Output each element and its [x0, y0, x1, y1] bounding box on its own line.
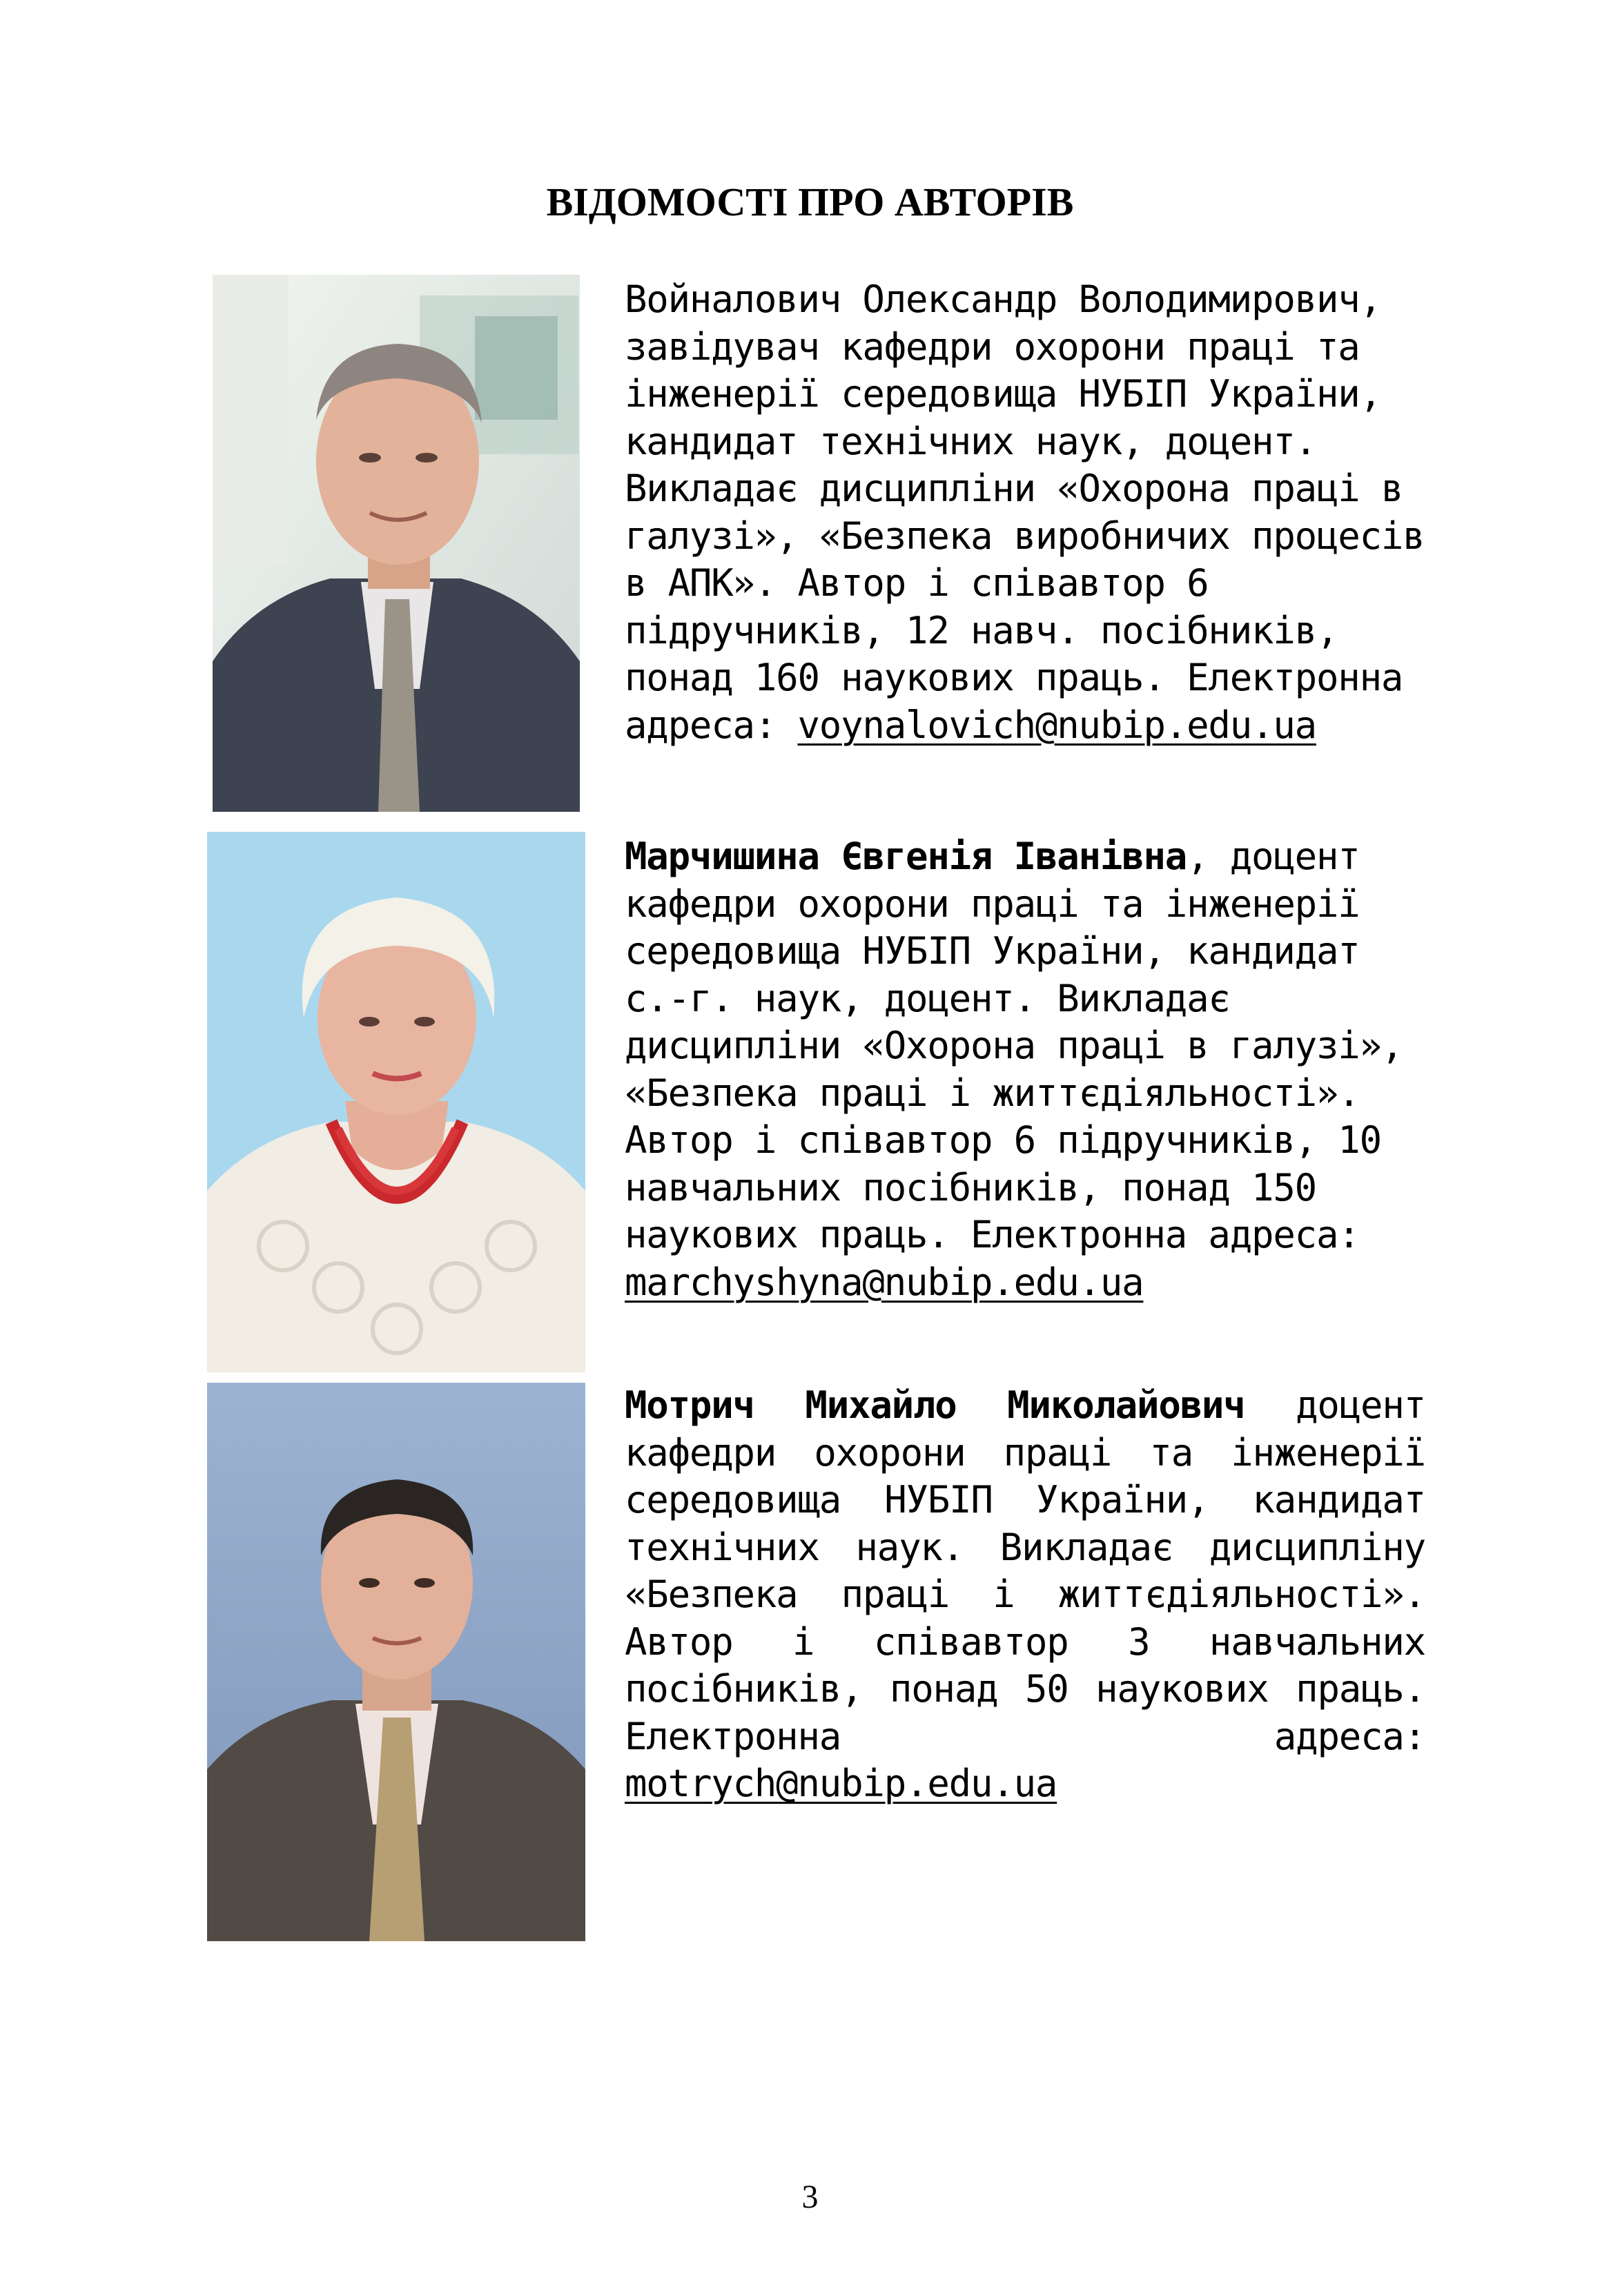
author-bio-motrych [625, 1382, 1425, 1808]
author-name: Мотрич Михайло Миколайович [625, 1383, 1245, 1427]
author-name: Войналович Олександр Володимирович [625, 278, 1360, 321]
page-title: ВІДОМОСТІ ПРО АВТОРІВ [546, 179, 1074, 224]
author-description: , доцент кафедри охорони праці та інженерії середовища НУБІП України, кандидат с.-г. наук, доцент. Викладає дисципліни «Охорона праці в галузі», «Безпека праці і життєдіяльності». Автор і співавтор 6 підручників, 10 навчальних посібників, понад 150 наукових праць. Електронна адреса: [625, 835, 1403, 1256]
author-email-link[interactable]: motrych@nubip.edu.ua [625, 1762, 1057, 1805]
author-email-link[interactable]: voynalovich@nubip.edu.ua [797, 703, 1316, 747]
author-bio-marchyshyna [625, 833, 1425, 1306]
author-name: Марчишина Євгенія Іванівна [625, 835, 1187, 878]
author-description: доцент кафедри охорони праці та інженерії середовища НУБІП України, кандидат технічних наук. Викладає дисципліну «Безпека праці і життєдіяльності». Автор і співавтор 3 навчальних посібників, понад 50 наукових праць. Електронна адреса: [625, 1383, 1425, 1758]
author-photo-voynalovich [213, 275, 580, 812]
author-photo-motrych [207, 1383, 585, 1941]
author-photo-marchyshyna [207, 832, 585, 1372]
author-description: , завідувач кафедри охорони праці та інженерії середовища НУБІП України, кандидат технічних наук, доцент. Викладає дисципліни «Охорона праці в галузі», «Безпека виробничих процесів в АПК». Автор і співавтор 6 підручників, 12 навч. посібників, понад 160 наукових праць. Електронна адреса: [625, 278, 1425, 747]
author-email-link[interactable]: marchyshyna@nubip.edu.ua [625, 1260, 1144, 1304]
author-bio-voynalovich [625, 276, 1425, 749]
page-number: 3 [801, 2179, 819, 2215]
